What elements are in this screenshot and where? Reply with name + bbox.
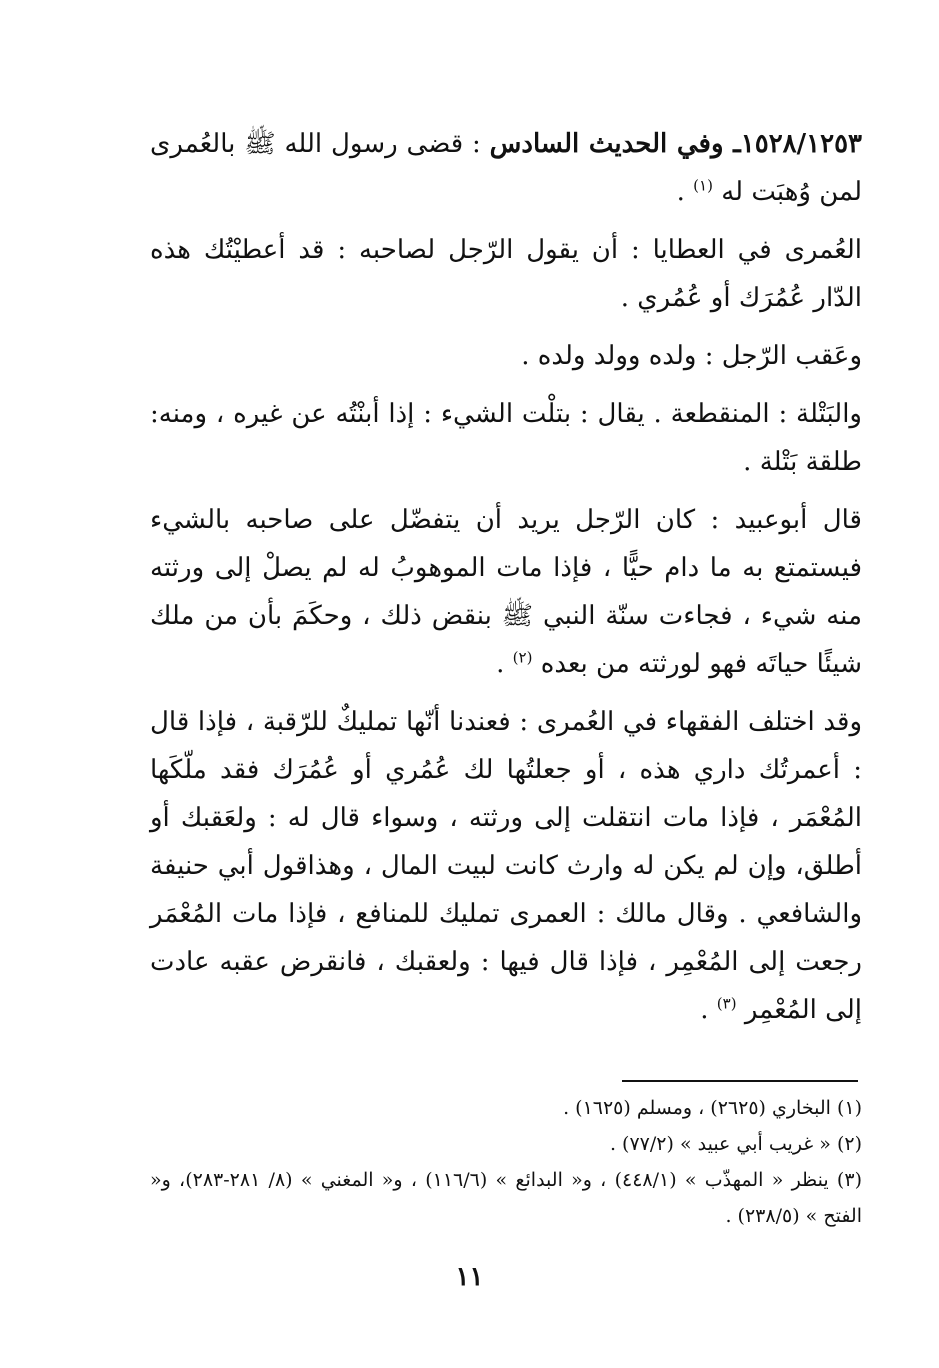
footnote-ref-1: (١): [693, 176, 713, 195]
footnote-ref-2: (٢): [512, 648, 533, 667]
main-text: [150, 120, 862, 1044]
paragraph-fuqaha-text: وقد اختلف الفقهاء في العُمرى : فعندنا أنّها تمليكٌ للرّقبة ، فإذا قال : أعمرتُك داري هذه ، أو جعلتُها لك عُمُري أو عُمُرَك فقد ملّكَها المُعْمَر ، فإذا مات انتقلت إلى ورثته ، وسواء قال له : ولعَقبك أو أطلق، وإن لم يكن له وارث كانت لبيت المال ، وهذاقول أبي حنيفة والشافعي . وقال مالك : العمرى تمليك للمنافع ، فإذا مات المُعْمَر رجعت إلى المُعْمِر ، فإذا قال فيها : ولعقبك ، فانقرض عقبه عادت إلى المُعْمِر: [150, 707, 862, 1025]
footnote-2: (٢) « غريب أبي عبيد » (٧٧/٢) .: [609, 1133, 862, 1155]
footnote-1: (١) البخاري (٢٦٢٥) ، ومسلم (١٦٢٥) .: [563, 1097, 862, 1119]
footnote-3: (٣) ينظر « المهذّب » (٤٤٨/١) ، و« البدائع » (١١٦/٦) ، و« المغني » (٨/ ٢٨١-٢٨٣)، و« الفتح » (٢٣٨/٥) .: [150, 1169, 862, 1227]
paragraph-batla: والبَتْلة : المنقطعة . يقال : بتلْت الشيء : إذا أبنْتُه عن غيره ، ومنه: طلقة بَتْلة .: [150, 399, 862, 477]
footnote-ref-3: (٣): [716, 994, 737, 1013]
paragraph-fuqaha-end: .: [700, 995, 709, 1025]
entry-heading: ١٥٢٨/١٢٥٣ـ وفي الحديث السادس: [489, 129, 862, 159]
page-number: ١١: [455, 1262, 484, 1292]
entry-end: .: [676, 177, 685, 207]
entry-paragraph: [150, 120, 862, 216]
paragraph-fuqaha: [150, 698, 862, 1034]
paragraph-abu-ubaid: [150, 496, 862, 688]
paragraph-abu-ubaid-text: قال أبوعبيد : كان الرّجل يريد أن يتفضّل على صاحبه بالشيء فيستمتع به ما دام حيًّا ، فإذا مات الموهوبُ له لم يصلْ إلى ورثته منه شيء ، فجاءت سنّة النبي ﷺ بنقض ذلك ، وحكَمَ بأن من ملك شيئًا حياتَه فهو لورثته من بعده: [150, 505, 862, 679]
paragraph-umra-definition: العُمرى في العطايا : أن يقول الرّجل لصاحبه : قد أعطيْتُك هذه الدّار عُمُرَك أو عُمُري .: [150, 235, 862, 313]
footnote-divider: [622, 1080, 858, 1082]
paragraph-abu-ubaid-end: .: [496, 649, 505, 679]
entry-text: : قضى رسول الله ﷺ بالعُمرى لمن وُهبَت له: [150, 129, 862, 207]
paragraph-aqib: وعَقب الرّجل : ولده وولد ولده .: [521, 341, 862, 371]
footnotes: [150, 1090, 862, 1234]
